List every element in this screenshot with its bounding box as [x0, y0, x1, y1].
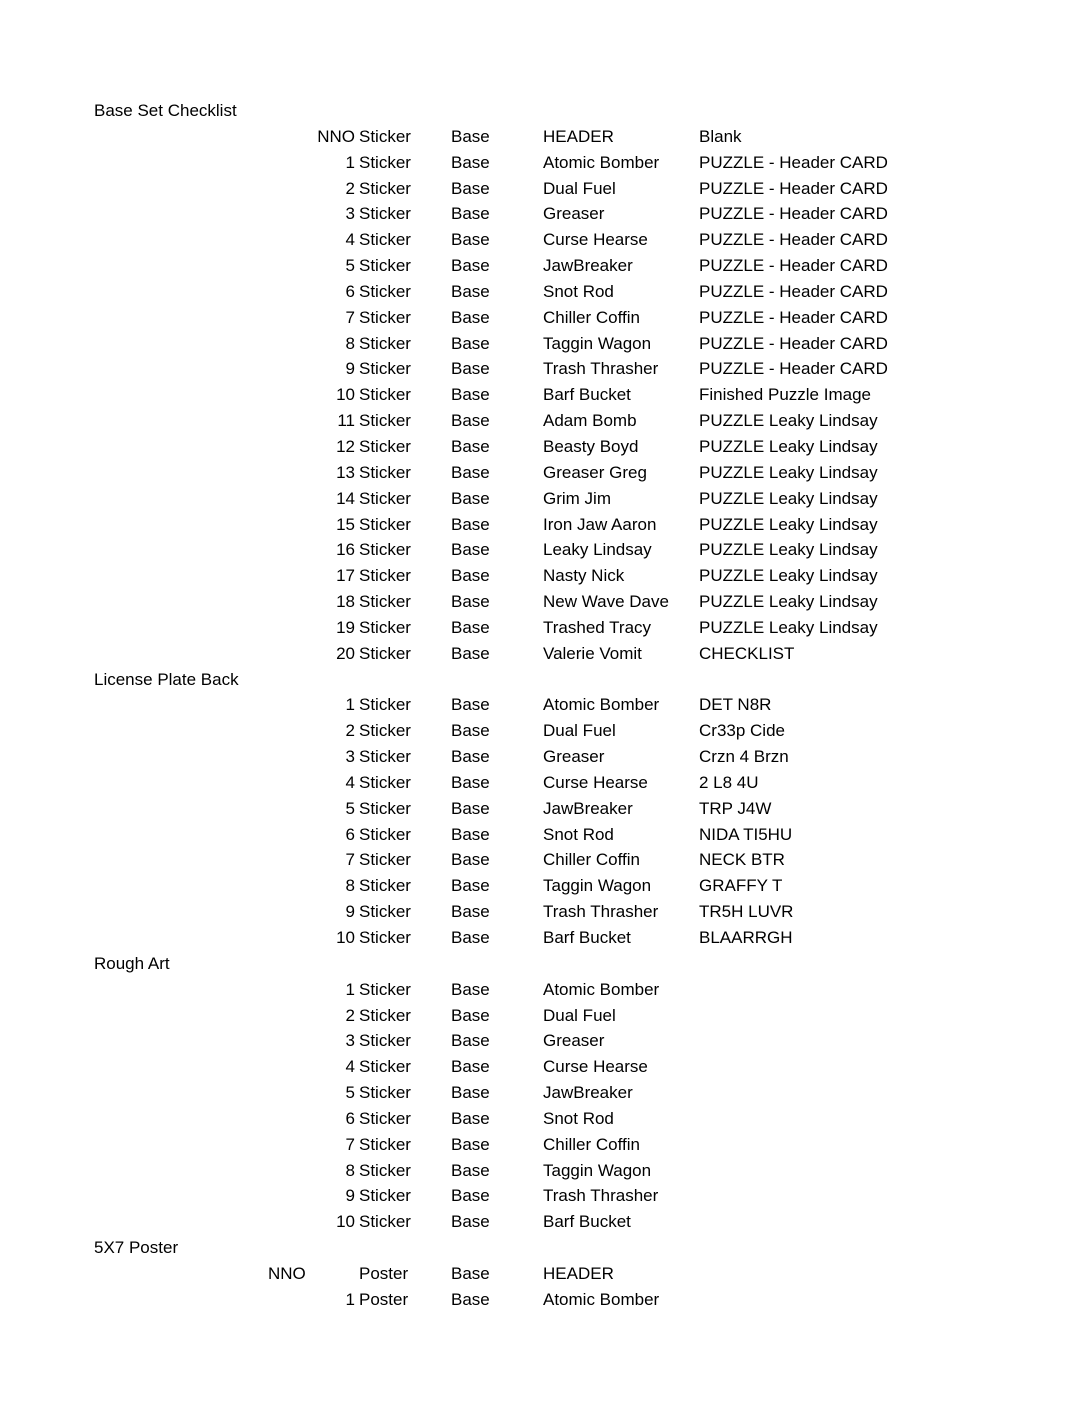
checklist-row [0, 1028, 1088, 1054]
card-number: 1 [345, 695, 355, 715]
card-number: 5 [345, 1083, 355, 1103]
card-type: Sticker [359, 1005, 411, 1025]
card-number: 2 [345, 1005, 355, 1025]
card-note: Crzn 4 Brzn [699, 747, 789, 767]
card-number: 4 [345, 772, 355, 792]
card-name: HEADER [543, 126, 614, 146]
card-name: JawBreaker [543, 798, 633, 818]
checklist-row [0, 899, 1088, 925]
card-name: Beasty Boyd [543, 436, 639, 456]
card-name: Atomic Bomber [543, 695, 660, 715]
card-number: 9 [345, 359, 355, 379]
card-name: Atomic Bomber [543, 152, 660, 172]
card-number: 18 [336, 592, 355, 612]
card-set: Base [451, 1186, 490, 1206]
card-name: Chiller Coffin [543, 850, 641, 870]
card-number: 10 [336, 928, 355, 947]
checklist-row [0, 537, 1088, 563]
card-number: 16 [336, 540, 355, 560]
card-name: Atomic Bomber [543, 1289, 660, 1309]
card-set: Base [451, 436, 490, 456]
card-note: PUZZLE - Header CARD [699, 333, 888, 353]
card-note: PUZZLE - Header CARD [699, 256, 888, 276]
checklist-row [0, 692, 1088, 718]
checklist-row [0, 1287, 1088, 1313]
card-set: Base [451, 1108, 490, 1128]
card-note: Blank [699, 126, 742, 146]
card-note: TRP J4W [699, 798, 772, 818]
card-set: Base [451, 1134, 490, 1154]
card-name: Snot Rod [543, 281, 614, 301]
card-number: 2 [345, 178, 355, 198]
card-type: Sticker [359, 1108, 411, 1128]
checklist-row [0, 641, 1088, 667]
checklist-row [0, 744, 1088, 770]
checklist-row [0, 150, 1088, 176]
card-set: Base [451, 1289, 490, 1309]
card-type: Sticker [359, 798, 411, 818]
card-type: Sticker [359, 617, 411, 637]
card-name: Grim Jim [543, 488, 611, 508]
card-set: Base [451, 902, 490, 922]
card-name: Trash Thrasher [543, 1186, 659, 1206]
card-type: Sticker [359, 566, 411, 586]
card-number: 8 [345, 876, 355, 896]
card-name: Nasty Nick [543, 566, 625, 586]
card-type: Sticker [359, 928, 411, 947]
card-note: CHECKLIST [699, 643, 795, 663]
card-name: Dual Fuel [543, 1005, 616, 1025]
checklist-row [0, 279, 1088, 305]
checklist-row [0, 408, 1088, 434]
card-note: PUZZLE Leaky Lindsay [699, 436, 878, 456]
checklist-row [0, 1209, 1088, 1235]
card-name: Taggin Wagon [543, 1160, 652, 1180]
section-heading [0, 1235, 1088, 1261]
card-set: Base [451, 824, 490, 844]
card-set: Base [451, 385, 490, 405]
checklist-row [0, 615, 1088, 641]
card-note: NIDA TI5HU [699, 824, 793, 844]
card-number: 9 [345, 902, 355, 922]
card-set: Base [451, 178, 490, 198]
card-type: Sticker [359, 178, 411, 198]
card-note: PUZZLE Leaky Lindsay [699, 540, 878, 560]
checklist-row [0, 822, 1088, 848]
section-title: Base Set Checklist [94, 101, 237, 120]
card-name: Greaser Greg [543, 462, 647, 482]
card-set: Base [451, 592, 490, 612]
card-set: Base [451, 721, 490, 741]
checklist-row [0, 1106, 1088, 1132]
card-name: Adam Bomb [543, 411, 637, 431]
card-set: Base [451, 1057, 490, 1077]
card-type: Sticker [359, 540, 411, 560]
card-type: Sticker [359, 979, 411, 999]
card-note: PUZZLE - Header CARD [699, 178, 888, 198]
card-number: 7 [345, 307, 355, 327]
section-heading [0, 667, 1088, 693]
card-number: 3 [345, 747, 355, 767]
card-name: New Wave Dave [543, 592, 669, 612]
card-type: Sticker [359, 436, 411, 456]
checklist-row [0, 460, 1088, 486]
card-type: Sticker [359, 152, 411, 172]
card-number: 17 [336, 566, 355, 586]
card-note: PUZZLE - Header CARD [699, 230, 888, 250]
card-set: Base [451, 566, 490, 586]
card-type: Sticker [359, 307, 411, 327]
card-set: Base [451, 411, 490, 431]
card-number: 15 [336, 514, 355, 534]
checklist-row [0, 176, 1088, 202]
card-number: 6 [345, 1108, 355, 1128]
card-type: Sticker [359, 411, 411, 431]
card-type: Sticker [359, 1212, 411, 1232]
card-type: Sticker [359, 772, 411, 792]
checklist-row [0, 847, 1088, 873]
card-set: Base [451, 488, 490, 508]
card-type: Sticker [359, 126, 411, 146]
checklist-row [0, 796, 1088, 822]
card-number: 14 [336, 488, 355, 508]
card-type: Sticker [359, 592, 411, 612]
card-number: 7 [345, 1134, 355, 1154]
card-type: Sticker [359, 488, 411, 508]
checklist-row [0, 253, 1088, 279]
checklist-row [0, 434, 1088, 460]
card-set: Base [451, 1212, 490, 1232]
card-set: Base [451, 256, 490, 276]
card-name: Taggin Wagon [543, 333, 652, 353]
card-set: Base [451, 1083, 490, 1103]
checklist-row [0, 201, 1088, 227]
card-set: Base [451, 643, 490, 663]
card-type: Sticker [359, 876, 411, 896]
checklist-row [0, 1183, 1088, 1209]
card-note: Cr33p Cide [699, 721, 785, 741]
checklist-row [0, 356, 1088, 382]
card-name: Dual Fuel [543, 721, 616, 741]
card-set: Base [451, 126, 490, 146]
card-number: 1 [345, 979, 355, 999]
checklist-row [0, 718, 1088, 744]
card-name: Trashed Tracy [543, 617, 652, 637]
checklist-row [0, 486, 1088, 512]
card-number: 3 [345, 1031, 355, 1051]
card-name: Barf Bucket [543, 1212, 631, 1232]
card-set: Base [451, 617, 490, 637]
card-set: Base [451, 1263, 490, 1283]
card-number: 1 [345, 1289, 355, 1309]
card-name: Curse Hearse [543, 230, 648, 250]
card-type: Sticker [359, 281, 411, 301]
card-name: Greaser [543, 1031, 605, 1051]
card-note: 2 L8 4U [699, 772, 759, 792]
card-type: Sticker [359, 850, 411, 870]
card-type: Sticker [359, 902, 411, 922]
card-set: Base [451, 514, 490, 534]
checklist-row [0, 227, 1088, 253]
checklist-row [0, 305, 1088, 331]
card-number: NNO [317, 126, 355, 146]
checklist-row [0, 1132, 1088, 1158]
card-name: Taggin Wagon [543, 876, 652, 896]
card-type: Sticker [359, 333, 411, 353]
card-type: Sticker [359, 359, 411, 379]
card-type: Sticker [359, 747, 411, 767]
card-number: 4 [345, 230, 355, 250]
checklist-row [0, 1054, 1088, 1080]
card-number: NNO [268, 1263, 306, 1283]
card-type: Sticker [359, 1031, 411, 1051]
card-note: GRAFFY T [699, 876, 783, 896]
card-set: Base [451, 928, 490, 947]
card-note: PUZZLE Leaky Lindsay [699, 592, 878, 612]
card-set: Base [451, 204, 490, 224]
card-type: Sticker [359, 204, 411, 224]
card-set: Base [451, 462, 490, 482]
card-name: Curse Hearse [543, 1057, 648, 1077]
checklist-sheet [0, 98, 1088, 1313]
card-note: PUZZLE Leaky Lindsay [699, 488, 878, 508]
card-name: Trash Thrasher [543, 902, 659, 922]
checklist-row [0, 1261, 1088, 1287]
card-note: TR5H LUVR [699, 902, 794, 922]
card-type: Sticker [359, 721, 411, 741]
checklist-row [0, 770, 1088, 796]
card-type: Sticker [359, 230, 411, 250]
card-type: Sticker [359, 824, 411, 844]
card-note: BLAARRGH [699, 928, 793, 947]
checklist-row [0, 512, 1088, 538]
card-note: DET N8R [699, 695, 772, 715]
card-number: 7 [345, 850, 355, 870]
card-name: Greaser [543, 747, 605, 767]
card-number: 5 [345, 798, 355, 818]
section-heading [0, 98, 1088, 124]
checklist-row [0, 1080, 1088, 1106]
card-name: Chiller Coffin [543, 307, 641, 327]
card-number: 19 [336, 617, 355, 637]
card-name: Snot Rod [543, 1108, 614, 1128]
card-number: 9 [345, 1186, 355, 1206]
card-name: Curse Hearse [543, 772, 648, 792]
card-type: Sticker [359, 256, 411, 276]
checklist-row [0, 873, 1088, 899]
card-type: Sticker [359, 643, 411, 663]
card-note: Finished Puzzle Image [699, 385, 871, 405]
card-set: Base [451, 359, 490, 379]
checklist-row [0, 331, 1088, 357]
card-type: Sticker [359, 695, 411, 715]
card-set: Base [451, 1031, 490, 1051]
card-number: 11 [337, 411, 355, 431]
card-set: Base [451, 876, 490, 896]
card-type: Sticker [359, 1160, 411, 1180]
card-set: Base [451, 281, 490, 301]
card-set: Base [451, 979, 490, 999]
checklist-row [0, 977, 1088, 1003]
card-set: Base [451, 152, 490, 172]
card-name: Barf Bucket [543, 385, 631, 405]
card-set: Base [451, 695, 490, 715]
card-type: Sticker [359, 1083, 411, 1103]
card-set: Base [451, 747, 490, 767]
section-title: Rough Art [94, 953, 170, 973]
card-note: NECK BTR [699, 850, 785, 870]
card-number: 4 [345, 1057, 355, 1077]
card-note: PUZZLE Leaky Lindsay [699, 514, 878, 534]
card-name: Iron Jaw Aaron [543, 514, 657, 534]
card-name: Snot Rod [543, 824, 614, 844]
card-type: Sticker [359, 385, 411, 405]
card-number: 12 [336, 436, 355, 456]
card-number: 3 [345, 204, 355, 224]
section-title: License Plate Back [94, 669, 239, 689]
section-heading [0, 951, 1088, 977]
checklist-row [0, 563, 1088, 589]
checklist-row [0, 1158, 1088, 1184]
checklist-row [0, 382, 1088, 408]
card-note: PUZZLE Leaky Lindsay [699, 462, 878, 482]
card-set: Base [451, 540, 490, 560]
card-number: 6 [345, 281, 355, 301]
card-name: Leaky Lindsay [543, 540, 652, 560]
card-name: Valerie Vomit [543, 643, 642, 663]
card-number: 5 [345, 256, 355, 276]
checklist-row [0, 925, 1088, 951]
card-set: Base [451, 850, 490, 870]
checklist-row [0, 589, 1088, 615]
card-set: Base [451, 798, 490, 818]
card-set: Base [451, 772, 490, 792]
card-note: PUZZLE Leaky Lindsay [699, 411, 878, 431]
card-type: Sticker [359, 1134, 411, 1154]
card-number: 13 [336, 462, 355, 482]
card-name: JawBreaker [543, 1083, 633, 1103]
card-name: HEADER [543, 1263, 614, 1283]
card-type: Poster [359, 1289, 409, 1309]
card-type: Sticker [359, 462, 411, 482]
card-name: JawBreaker [543, 256, 633, 276]
card-name: Greaser [543, 204, 605, 224]
card-number: 20 [336, 643, 355, 663]
card-note: PUZZLE - Header CARD [699, 307, 888, 327]
card-note: PUZZLE Leaky Lindsay [699, 566, 878, 586]
card-name: Barf Bucket [543, 928, 631, 947]
card-type: Sticker [359, 514, 411, 534]
checklist-row [0, 124, 1088, 150]
card-name: Dual Fuel [543, 178, 616, 198]
card-number: 6 [345, 824, 355, 844]
card-number: 2 [345, 721, 355, 741]
card-name: Chiller Coffin [543, 1134, 641, 1154]
card-number: 1 [345, 152, 355, 172]
section-title: 5X7 Poster [94, 1238, 179, 1258]
card-name: Trash Thrasher [543, 359, 659, 379]
checklist-row [0, 1003, 1088, 1029]
card-set: Base [451, 230, 490, 250]
card-set: Base [451, 333, 490, 353]
card-note: PUZZLE - Header CARD [699, 152, 888, 172]
card-number: 8 [345, 1160, 355, 1180]
card-type: Sticker [359, 1057, 411, 1077]
card-set: Base [451, 1005, 490, 1025]
card-number: 10 [336, 385, 355, 405]
card-note: PUZZLE - Header CARD [699, 204, 888, 224]
card-number: 10 [336, 1212, 355, 1232]
card-name: Atomic Bomber [543, 979, 660, 999]
card-note: PUZZLE - Header CARD [699, 359, 888, 379]
card-set: Base [451, 1160, 490, 1180]
card-type: Sticker [359, 1186, 411, 1206]
card-type: Poster [359, 1263, 409, 1283]
card-note: PUZZLE Leaky Lindsay [699, 617, 878, 637]
card-number: 8 [345, 333, 355, 353]
card-note: PUZZLE - Header CARD [699, 281, 888, 301]
card-set: Base [451, 307, 490, 327]
